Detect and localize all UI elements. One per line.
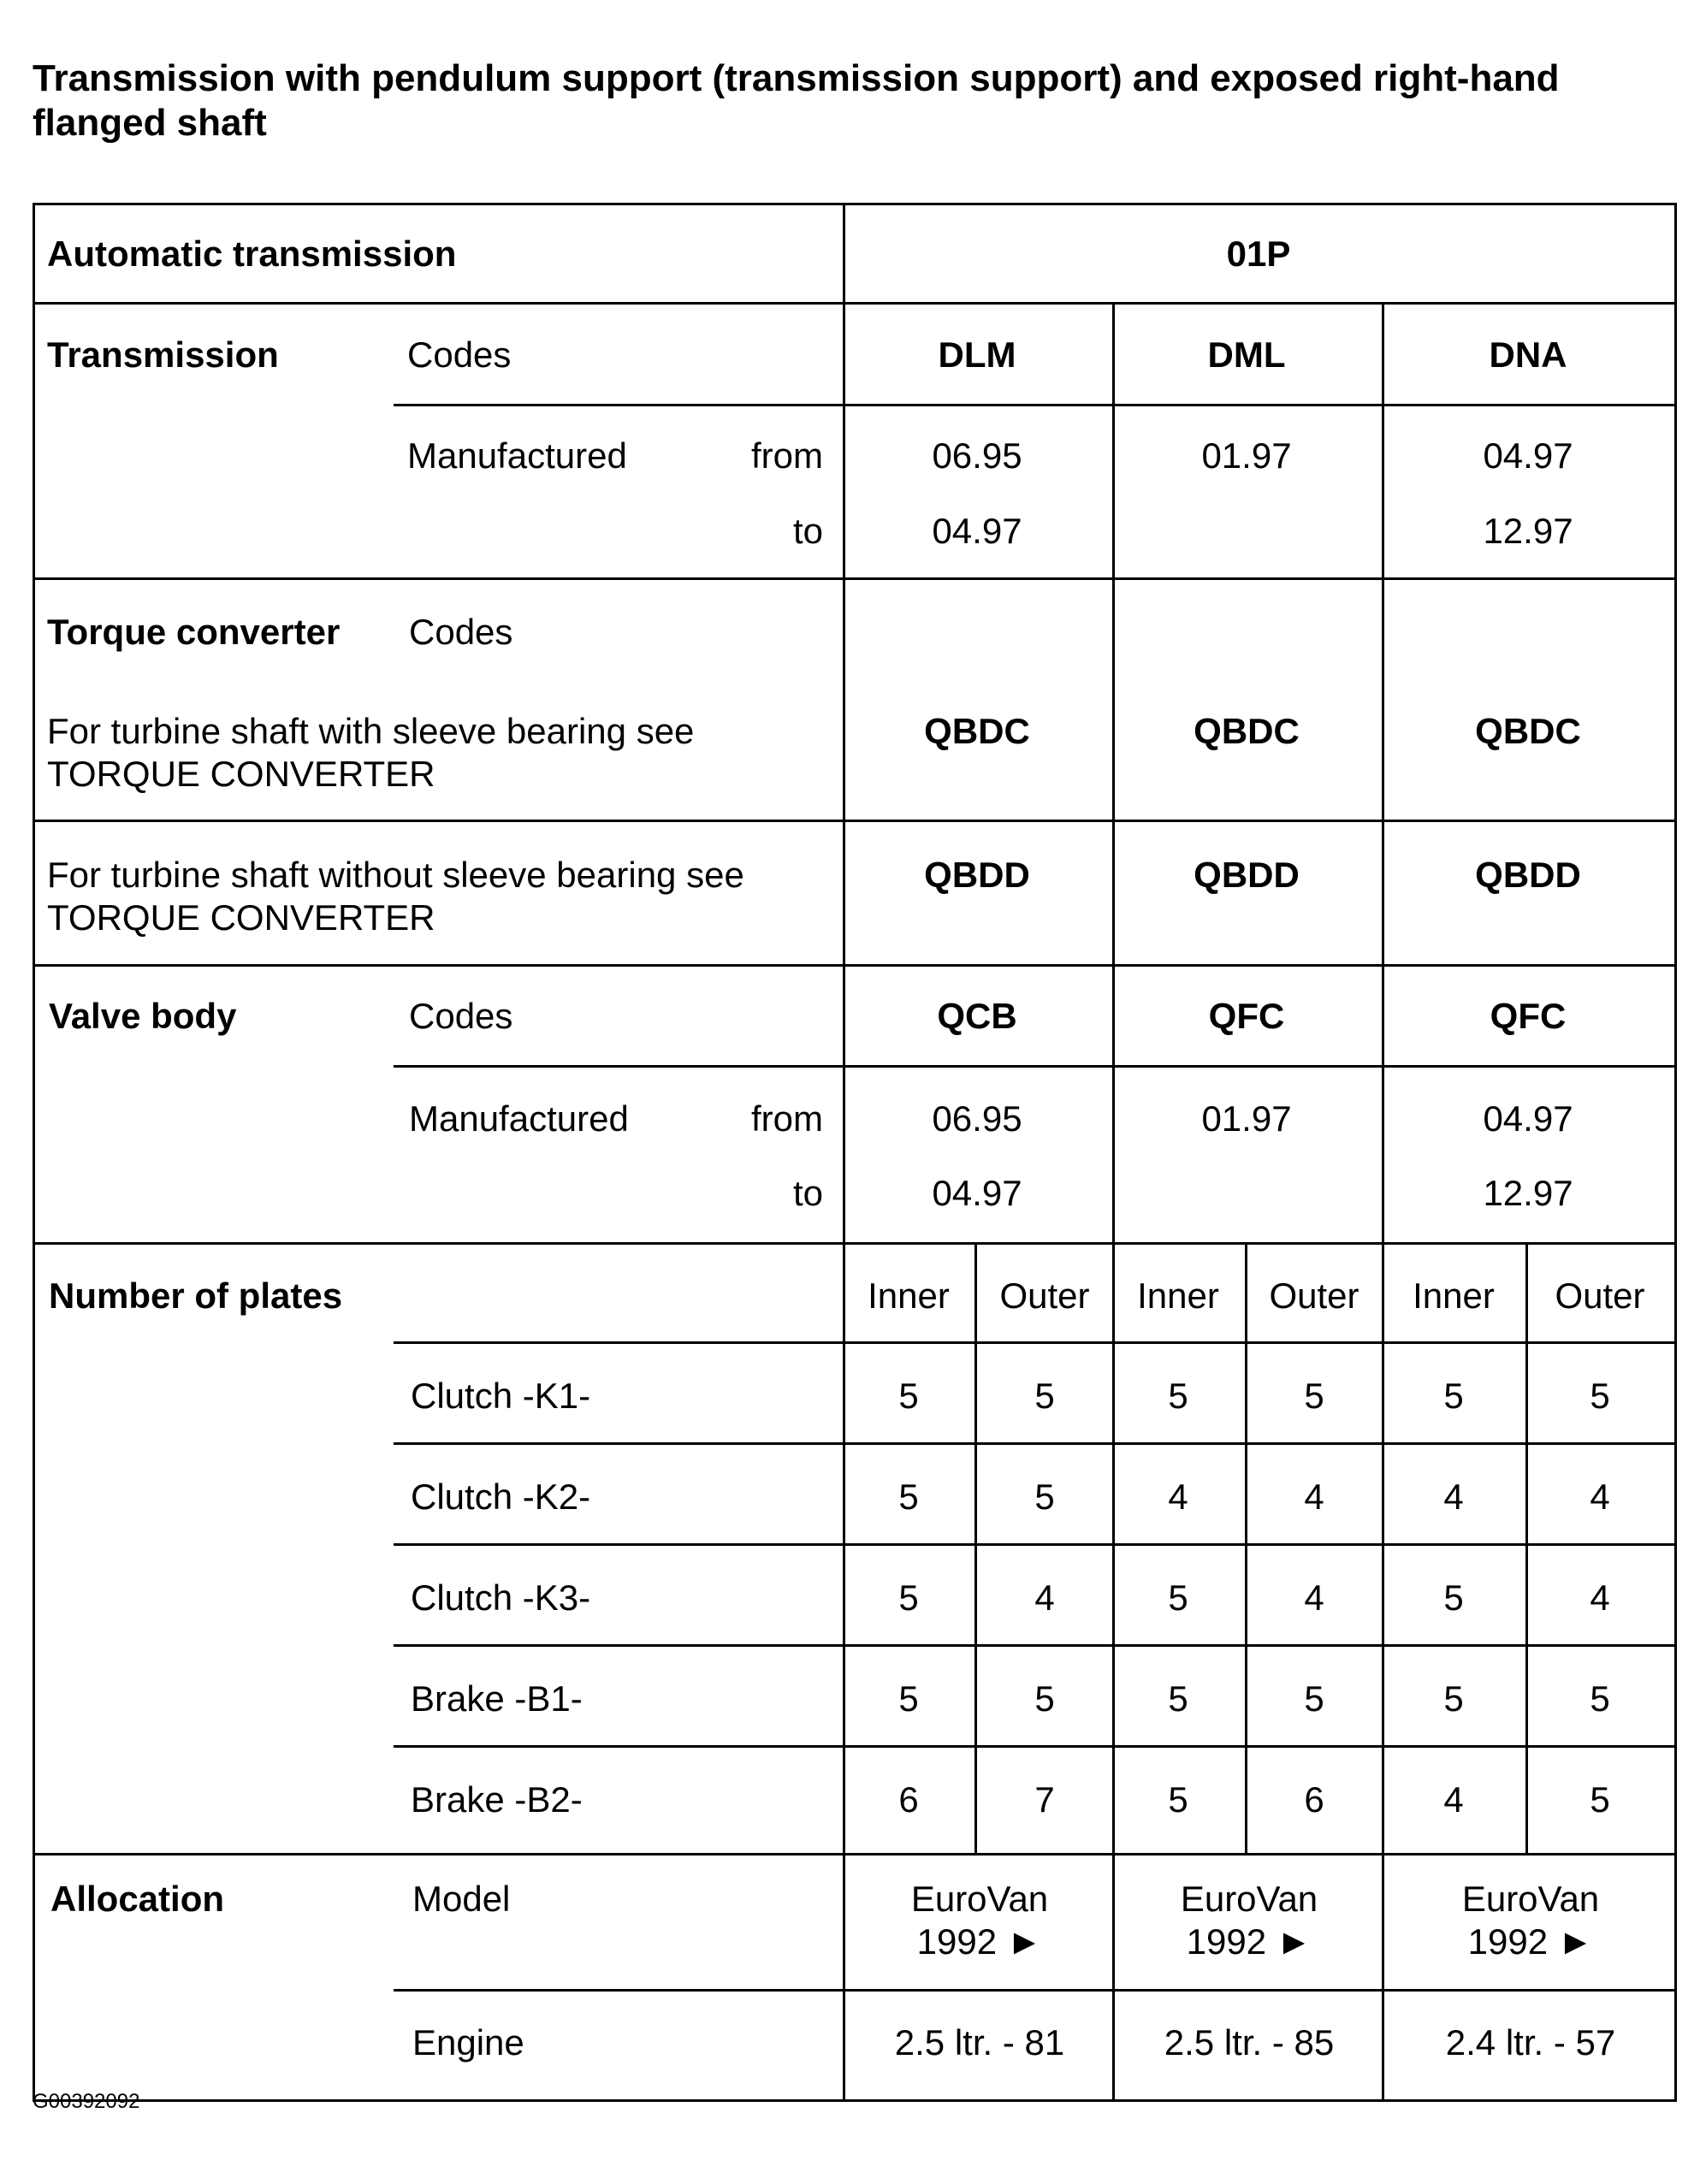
valve-body-codes-label: Codes: [409, 996, 513, 1036]
plates-value: 5: [1168, 1376, 1188, 1416]
allocation-engine-label: Engine: [412, 2022, 524, 2063]
transmission-from-label: from: [751, 435, 823, 476]
valve-body-code: QCB: [937, 996, 1017, 1036]
valve-body-manufactured-label: Manufactured: [409, 1098, 629, 1139]
plates-row-label: Clutch -K3-: [411, 1577, 591, 1618]
plates-value: 6: [898, 1779, 919, 1820]
plates-value: 5: [1590, 1779, 1610, 1820]
plates-row-label: Clutch -K2-: [411, 1477, 591, 1517]
plates-value: 5: [898, 1376, 919, 1416]
plates-value: 4: [1168, 1477, 1188, 1517]
plates-value: 4: [1590, 1577, 1610, 1618]
torque-converter-codes-label: Codes: [409, 612, 513, 652]
transmission-manufactured-label: Manufactured: [407, 435, 627, 476]
plates-subheader: Outer: [1555, 1275, 1645, 1316]
plates-value: 5: [1443, 1678, 1464, 1719]
transmission-from-date: 06.95: [932, 435, 1022, 476]
transmission-from-date: 01.97: [1201, 435, 1292, 476]
valve-body-from-date: 06.95: [932, 1098, 1022, 1139]
valve-body-from-date: 01.97: [1201, 1098, 1292, 1139]
transmission-to-date: 04.97: [932, 511, 1022, 551]
plates-value: 5: [1034, 1376, 1055, 1416]
valve-body-to-date: 12.97: [1483, 1173, 1573, 1213]
torque-converter-code: QBDC: [1194, 711, 1300, 751]
plates-value: 5: [1034, 1477, 1055, 1517]
plates-value: 5: [898, 1678, 919, 1719]
plates-row-label: Clutch -K1-: [411, 1376, 591, 1416]
plates-value: 6: [1304, 1779, 1324, 1820]
plates-subheader: Outer: [999, 1275, 1090, 1316]
page-title: Transmission with pendulum support (transmission support) and exposed right-hand flanged shaft: [33, 57, 1560, 144]
automatic-transmission-label: Automatic transmission: [47, 234, 457, 274]
transmission-label: Transmission: [47, 334, 279, 375]
plates-row-label: Brake -B2-: [411, 1779, 583, 1820]
engine-value: 2.4 ltr. - 57: [1445, 2022, 1616, 2063]
valve-body-code: QFC: [1490, 996, 1567, 1036]
transmission-type-value: 01P: [1226, 234, 1291, 274]
engine-value: 2.5 ltr. - 85: [1164, 2022, 1335, 2063]
engine-value: 2.5 ltr. - 81: [894, 2022, 1065, 2063]
plates-value: 4: [1443, 1779, 1464, 1820]
plates-value: 5: [1304, 1678, 1324, 1719]
plates-value: 5: [1443, 1577, 1464, 1618]
allocation-label: Allocation: [50, 1879, 225, 1919]
plates-subheader: Inner: [868, 1275, 950, 1316]
valve-body-label: Valve body: [49, 996, 237, 1036]
model-year: 1992 ►: [916, 1921, 1043, 1962]
model-name: EuroVan: [1180, 1879, 1318, 1919]
plates-subheader: Inner: [1413, 1275, 1495, 1316]
transmission-to-label: to: [792, 511, 823, 551]
plates-subheader: Outer: [1269, 1275, 1359, 1316]
plates-value: 5: [1168, 1577, 1188, 1618]
with-sleeve-bearing-note: For turbine shaft with sleeve bearing see TORQUE CONVERTER: [47, 711, 695, 794]
allocation-model-label: Model: [412, 1879, 511, 1919]
plates-value: 5: [1034, 1678, 1055, 1719]
plates-value: 4: [1034, 1577, 1055, 1618]
transmission-code: DML: [1207, 334, 1286, 375]
plates-value: 5: [1168, 1779, 1188, 1820]
model-name: EuroVan: [910, 1879, 1049, 1919]
valve-body-from-label: from: [751, 1098, 823, 1139]
plates-row-label: Brake -B1-: [411, 1678, 583, 1719]
plates-value: 4: [1304, 1477, 1324, 1517]
model-year: 1992 ►: [1467, 1921, 1594, 1962]
plates-value: 5: [1590, 1678, 1610, 1719]
torque-converter-label: Torque converter: [47, 612, 341, 652]
transmission-to-date: 12.97: [1483, 511, 1573, 551]
plates-subheader: Inner: [1137, 1275, 1219, 1316]
plates-value: 5: [1590, 1376, 1610, 1416]
plates-value: 4: [1304, 1577, 1324, 1618]
plates-value: 7: [1034, 1779, 1055, 1820]
transmission-code: DLM: [938, 334, 1016, 375]
plates-value: 4: [1443, 1477, 1464, 1517]
plates-value: 4: [1590, 1477, 1610, 1517]
valve-body-to-label: to: [792, 1173, 823, 1213]
plates-value: 5: [1168, 1678, 1188, 1719]
number-of-plates-label: Number of plates: [49, 1275, 343, 1316]
torque-converter-code: QBDC: [924, 711, 1030, 751]
plates-value: 5: [898, 1577, 919, 1618]
valve-body-from-date: 04.97: [1483, 1098, 1573, 1139]
torque-converter-code: QBDC: [1475, 711, 1581, 751]
transmission-from-date: 04.97: [1483, 435, 1573, 476]
figure-id: G00392092: [33, 2090, 140, 2113]
valve-body-code: QFC: [1208, 996, 1285, 1036]
transmission-code: DNA: [1489, 334, 1567, 375]
plates-value: 5: [1443, 1376, 1464, 1416]
transmission-codes-label: Codes: [407, 334, 512, 375]
valve-body-to-date: 04.97: [932, 1173, 1022, 1213]
model-year: 1992 ►: [1186, 1921, 1312, 1962]
torque-converter-code: QBDD: [1194, 855, 1300, 895]
torque-converter-code: QBDD: [1475, 855, 1581, 895]
plates-value: 5: [1304, 1376, 1324, 1416]
model-name: EuroVan: [1461, 1879, 1600, 1919]
torque-converter-code: QBDD: [924, 855, 1030, 895]
without-sleeve-bearing-note: For turbine shaft without sleeve bearing see TORQUE CONVERTER: [47, 855, 744, 938]
plates-value: 5: [898, 1477, 919, 1517]
